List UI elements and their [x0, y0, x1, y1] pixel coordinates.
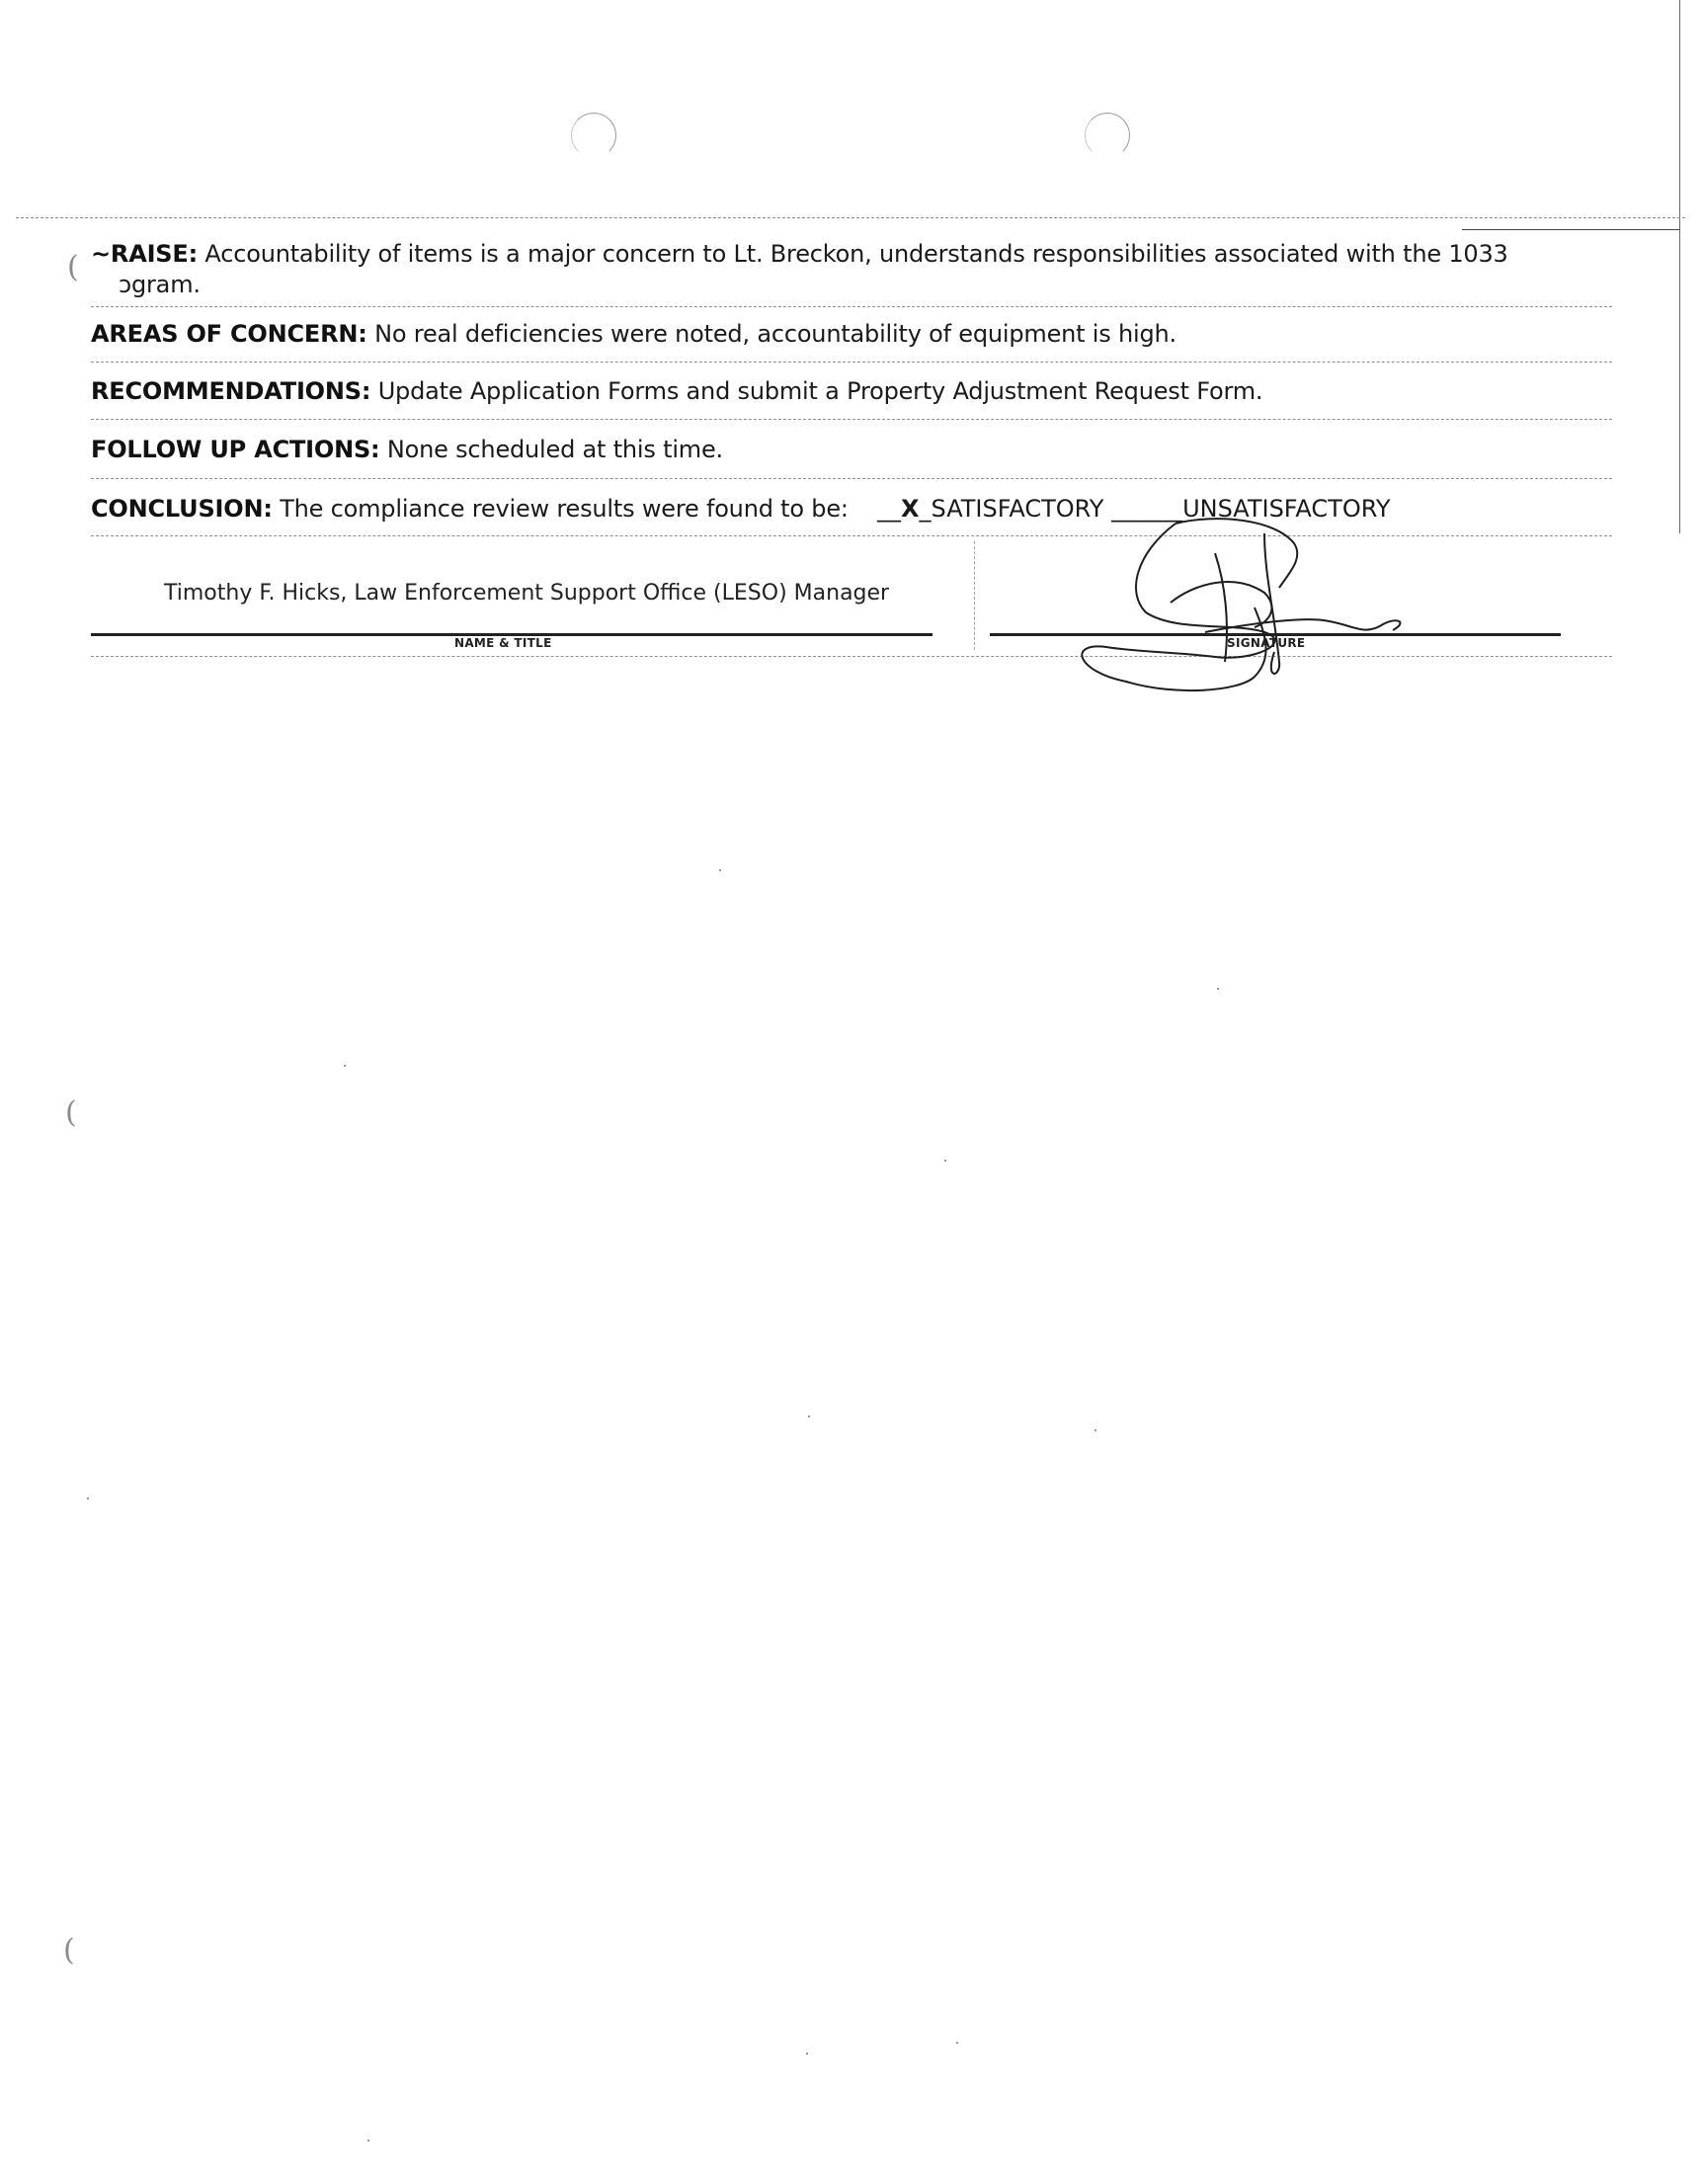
signature-caption: SIGNATURE [1227, 636, 1306, 650]
conclusion-text: The compliance review results were found to be: [280, 495, 849, 523]
scan-margin-mark: ( [65, 1095, 77, 1130]
scan-speck [1095, 1429, 1096, 1431]
scan-speck [1217, 988, 1219, 990]
handwritten-signature [1067, 514, 1422, 701]
scan-speck [944, 1160, 946, 1162]
section-divider [91, 306, 1612, 307]
unsatisfactory-blank: ______ [1111, 495, 1183, 523]
scan-margin-mark: ( [67, 250, 79, 284]
scan-speck [87, 1497, 89, 1499]
scan-edge-line [1679, 0, 1680, 533]
scan-speck [719, 869, 721, 871]
follow-up-actions-label: FOLLOW UP ACTIONS: [91, 436, 380, 463]
section-divider [91, 478, 1612, 479]
top-rule [16, 217, 1685, 218]
scan-speck [956, 2042, 958, 2044]
name-and-title-caption: NAME & TITLE [454, 636, 552, 650]
punch-hole-mark [571, 113, 616, 158]
section-divider [91, 362, 1612, 363]
signature-block-divider [974, 541, 975, 650]
satisfactory-check-mark: X [901, 495, 920, 523]
conclusion-label: CONCLUSION: [91, 495, 273, 523]
recommendations-label: RECOMMENDATIONS: [91, 377, 371, 405]
follow-up-actions-text: None scheduled at this time. [386, 436, 723, 463]
recommendations-text: Update Application Forms and submit a Property Adjustment Request Form. [377, 377, 1263, 405]
praise-section [91, 239, 1612, 300]
recommendations-section [91, 376, 1612, 407]
section-divider [91, 419, 1612, 420]
scan-speck [367, 2140, 369, 2142]
satisfactory-blank: __ [877, 495, 901, 523]
follow-up-actions-section [91, 435, 1612, 465]
praise-text: Accountability of items is a major concern to Lt. Breckon, understands responsibilities associated with the 1033 [204, 240, 1508, 268]
praise-label: ~RAISE: [91, 240, 198, 268]
scan-margin-mark: ( [63, 1933, 75, 1968]
praise-continuation: ɔgram. [119, 271, 201, 298]
top-rule [1462, 229, 1679, 230]
scan-speck [344, 1065, 346, 1067]
unsatisfactory-option: UNSATISFACTORY [1182, 495, 1391, 523]
name-and-title-value: Timothy F. Hicks, Law Enforcement Support Office (LESO) Manager [164, 581, 890, 606]
areas-of-concern-section [91, 319, 1612, 350]
areas-of-concern-text: No real deficiencies were noted, accountability of equipment is high. [374, 320, 1176, 348]
satisfactory-option: _SATISFACTORY [919, 495, 1104, 523]
scan-speck [808, 1416, 810, 1417]
areas-of-concern-label: AREAS OF CONCERN: [91, 320, 367, 348]
punch-hole-mark [1085, 113, 1130, 158]
scan-speck [806, 2053, 808, 2055]
